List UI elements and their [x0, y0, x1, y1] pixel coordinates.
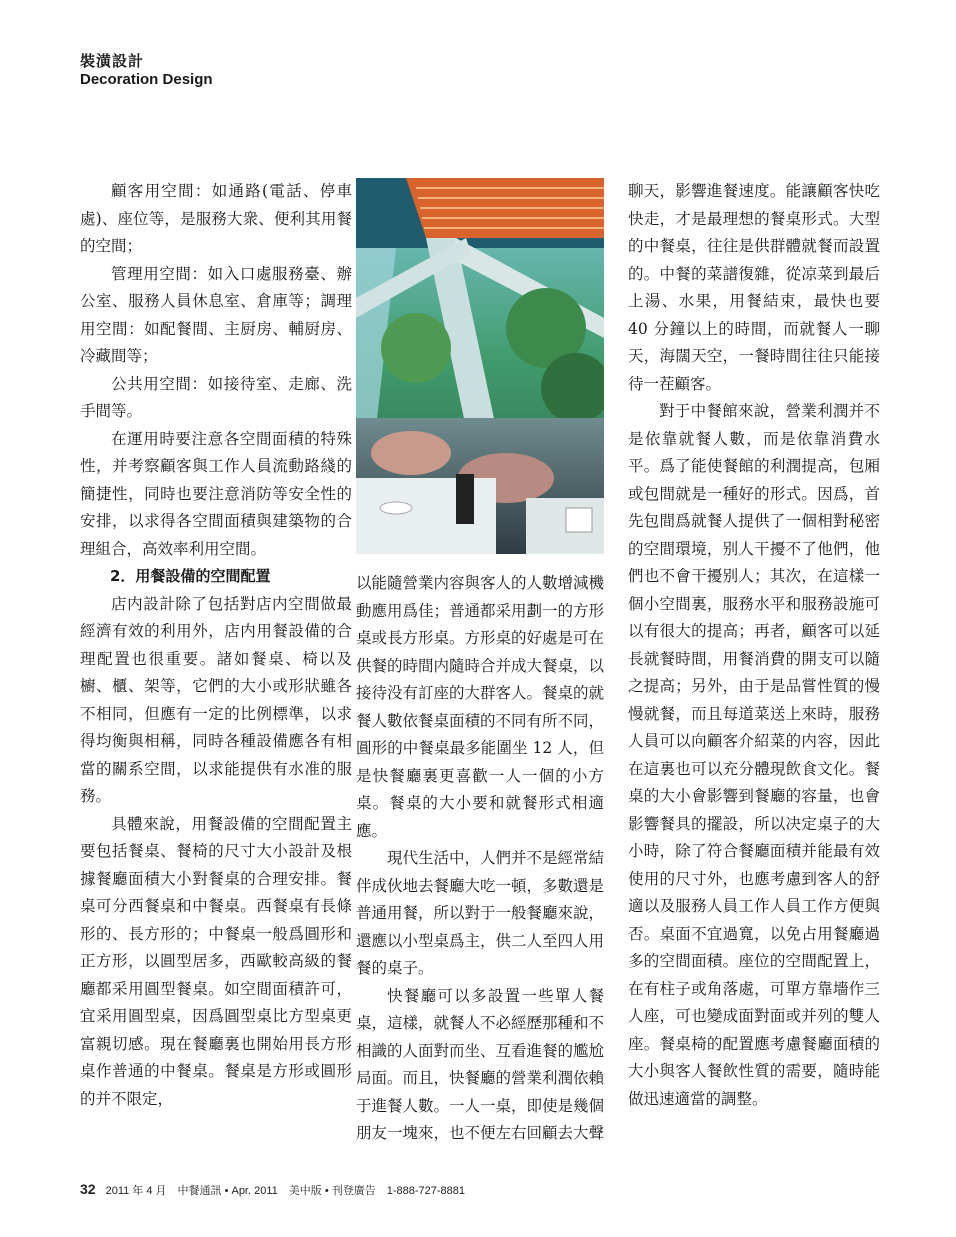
paragraph: 管理用空間：如入口處服務臺、辦公室、服務人員休息室、倉庫等；調理用空間：如配餐間、主厨房、輔厨房、冷藏間等；	[80, 264, 352, 365]
paragraph: 現代生活中，人們并不是經常結伴成伙地去餐廳大吃一頓，多數還是普通用餐，所以對于一般餐廳來說，還應以小型桌爲主，供二人至四人用餐的桌子。	[356, 849, 605, 977]
paragraph: 在運用時要注意各空間面積的特殊性，并考察顧客與工作人員流動路綫的簡捷性，同時也要注意消防等安全性的安排，以求得各空間面積與建築物的合理組合，高效率利用空間。	[80, 429, 352, 558]
subsection-heading: 2．用餐設備的空間配置	[110, 567, 271, 585]
paragraph: 聊天，影響進餐速度。能讓顧客快吃快走，才是最理想的餐桌形式。大型的中餐桌，往往是供群體就餐而設置的。中餐的菜譜復雜，從凉菜到最后上湯、水果，用餐結束，最快也要 40 分鐘以上的時間，而就餐人一聊天，海闊天空，一餐時間往往只能接待一茬顧客。	[628, 182, 880, 393]
paragraph: 公共用空間：如接待室、走廊、洗手間等。	[80, 374, 352, 420]
issue-info: 2011 年 4 月 中餐通訊 • Apr. 2011 美中版 • 刊登廣告 1-888-727-8881	[105, 1185, 466, 1197]
section-title-chinese: 裝潢設計	[80, 52, 145, 70]
restaurant-interior-photo	[356, 178, 604, 554]
article-column-3	[628, 178, 880, 1113]
paragraph: 店内設計除了包括對店内空間做最經濟有效的利用外，店内用餐設備的合理配置也很重要。諸如餐桌、椅以及櫥、櫃、架等，它們的大小或形狀雖各不相同，但應有一定的比例標準，以求得均衡與相稱，同時各種設備應各有相當的關系空間，以求能提供有水准的服務。	[80, 594, 352, 805]
paragraph: 具體來說，用餐設備的空間配置主要包括餐桌、餐椅的尺寸大小設計及根據餐廳面積大小對餐桌的合理安排。餐桌可分西餐桌和中餐桌。西餐桌有長條形的、長方形的；中餐桌一般爲圓形和正方形，以圓型居多，西歐較高級的餐廳都采用圓型餐桌。如空間面積許可，宜采用圓型桌，因爲圓型桌比方型桌更富親切感。現在餐廳裏也開始用長方形桌作普通的中餐桌。餐桌是方形或圓形的并不限定，	[80, 814, 352, 1108]
article-column-1	[80, 178, 352, 1113]
paragraph: 顧客用空間：如通路(電話、停車處)、座位等，是服務大衆、便利其用餐的空間；	[80, 182, 352, 255]
article-column-2	[356, 570, 604, 1148]
paragraph: 對于中餐館來說，營業利潤并不是依靠就餐人數，而是依靠消費水平。爲了能使餐館的利潤提高，包厢或包間就是一種好的形式。因爲，首先包間爲就餐人提供了一個相對秘密的空間環境，别人干擾不了他們，他們也不會干擾别人；其次，在這樣一個小空間裏，服務水平和服務設施可以有很大的提高；再者，顧客可以延長就餐時間，用餐消費的開支可以隨之提高；另外，由于是品嘗性質的慢慢就餐，而且每道菜送上來時，服務人員可以向顧客介紹菜的内容，因此在這裏也可以充分體現飲食文化。餐桌的大小會影響到餐廳的容量，也會影響餐具的擺設，所以决定桌子的大小時，除了符合餐廳面積并能最有效使用的尺寸外，也應考慮到客人的舒適以及服務人員工作人員工作方便與否。桌面不宜過寬，以免占用餐廳過多的空間面積。座位的空間配置上，在有柱子或角落處，可單方靠墻作三人座，可也變成面對面或并列的雙人座。餐桌椅的配置應考慮餐廳面積的大小與客人餐飲性質的需要，隨時能做迅速適當的調整。	[628, 402, 880, 1108]
paragraph: 快餐廳可以多設置一些單人餐桌，這樣，就餐人不必經歷那種和不相識的人面對而坐、互看進餐的尷尬局面。而且，快餐廳的營業利潤依賴于進餐人數。一人一桌，即使是幾個朋友一塊來，也不便左右回顧去大聲	[356, 986, 605, 1142]
page-number: 32	[80, 1181, 96, 1197]
paragraph: 以能隨營業内容與客人的人數增減機動應用爲佳；普通都采用劃一的方形桌或長方形桌。方形桌的好處是可在供餐的時間内隨時合并成大餐桌，以接待没有訂座的大群客人。餐桌的就餐人數依餐桌面積的不同有所不同，圓形的中餐桌最多能圍坐 12 人，但是快餐廳裏更喜歡一人一個的小方桌。餐桌的大小要和就餐形式相適應。	[356, 574, 605, 840]
page-footer	[80, 1181, 465, 1198]
section-title-english: Decoration Design	[80, 71, 213, 88]
